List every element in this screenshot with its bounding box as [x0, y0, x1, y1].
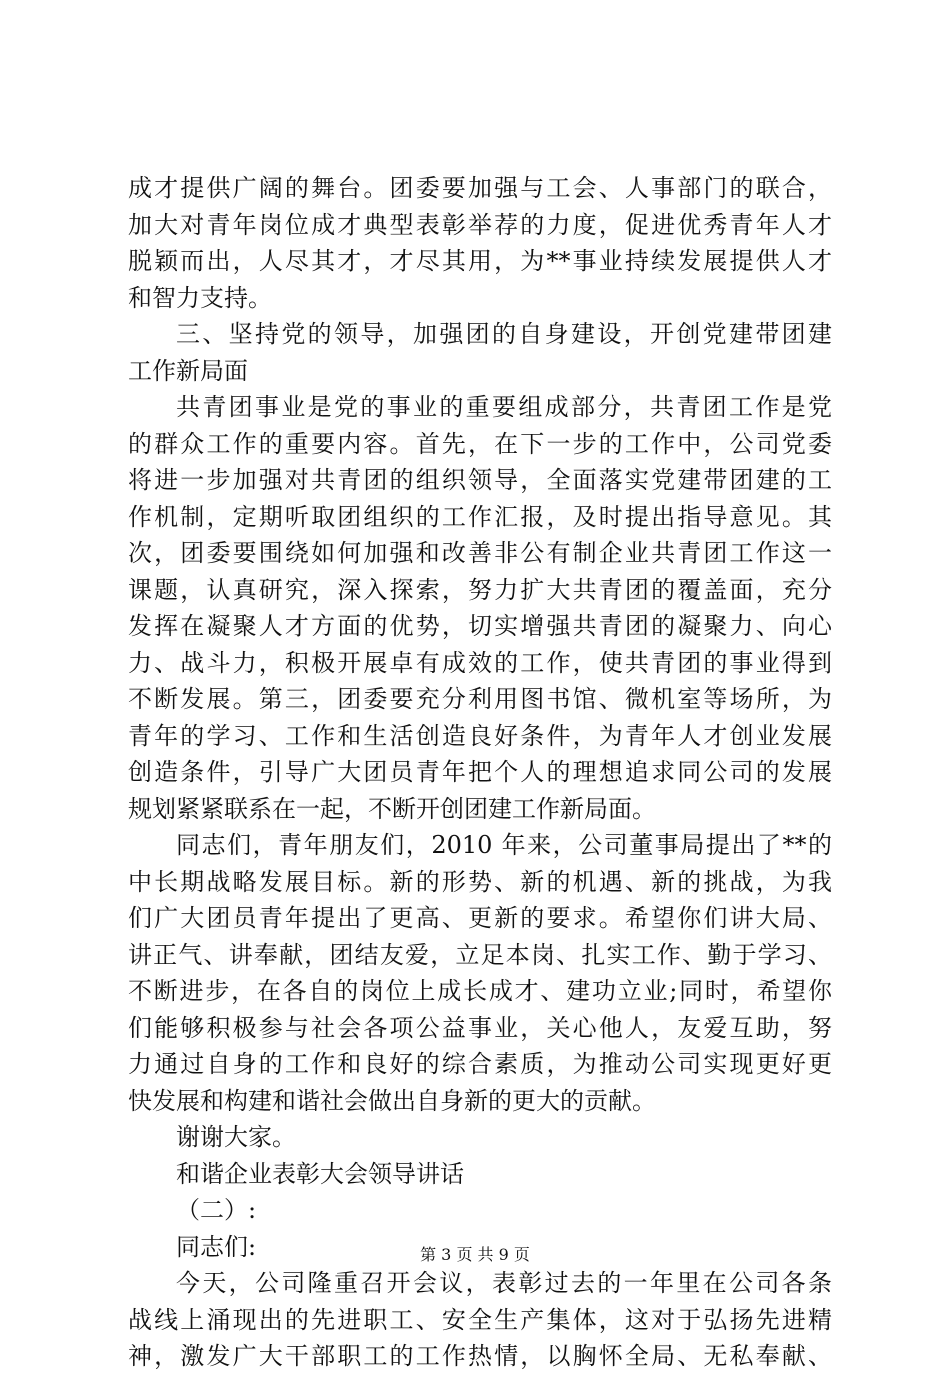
page-number-footer: 第 3 页 共 9 页: [420, 1245, 530, 1264]
text-line: 快发展和构建和谐社会做出自身新的更大的贡献。: [128, 1086, 656, 1115]
text-line: 脱颖而出，人尽其才，才尽其用，为**事业持续发展提供人才: [128, 247, 832, 275]
text-line: 的群众工作的重要内容。首先，在下一步的工作中，公司党委: [128, 429, 832, 458]
text-line: 们广大团员青年提出了更高、更新的要求。希望你们讲大局、: [128, 904, 832, 932]
text-line: 次，团委要围绕如何加强和改善非公有制企业共青团工作这一: [128, 539, 832, 567]
text-line: 力通过自身的工作和良好的综合素质，为推动公司实现更好更: [128, 1050, 832, 1078]
text-line: 力、战斗力，积极开展卓有成效的工作，使共青团的事业得到: [128, 648, 832, 677]
text-line: 共青团事业是党的事业的重要组成部分，共青团工作是党: [176, 393, 832, 421]
salutation-line: 同志们:: [176, 1232, 257, 1261]
text-line: 课题，认真研究，深入探索，努力扩大共青团的覆盖面，充分: [128, 575, 832, 604]
text-line: 将进一步加强对共青团的组织领导，全面落实党建带团建的工: [128, 466, 832, 494]
section-heading-line: 工作新局面: [128, 356, 248, 385]
text-line: 中长期战略发展目标。新的形势、新的机遇、新的挑战，为我: [128, 867, 832, 896]
text-line: 神，激发广大干部职工的工作热情，以胸怀全局、无私奉献、: [128, 1342, 832, 1370]
text-line: 创造条件，引导广大团员青年把个人的理想追求同公司的发展: [128, 758, 832, 786]
section-heading-line: 三、坚持党的领导，加强团的自身建设，开创党建带团建: [176, 320, 832, 348]
text-line: 作机制，定期听取团组织的工作汇报，及时提出指导意见。其: [128, 502, 832, 531]
document-body: [128, 170, 832, 1375]
text-line: 同志们，青年朋友们，2010 年来，公司董事局提出了**的: [176, 831, 832, 859]
text-line: 不断发展。第三，团委要充分利用图书馆、微机室等场所，为: [128, 685, 832, 713]
text-line: 发挥在凝聚人才方面的优势，切实增强共青团的凝聚力、向心: [128, 612, 832, 640]
text-line: 青年的学习、工作和生活创造良好条件，为青年人才创业发展: [128, 721, 832, 750]
text-line: 成才提供广阔的舞台。团委要加强与工会、人事部门的联合，: [128, 174, 832, 202]
speech-subtitle-line: （二）:: [176, 1196, 257, 1224]
text-line: 谢谢大家。: [176, 1123, 296, 1151]
text-line: 讲正气、讲奉献，团结友爱，立足本岗、扎实工作、勤于学习、: [128, 940, 832, 969]
text-line: 今天，公司隆重召开会议，表彰过去的一年里在公司各条: [176, 1269, 832, 1297]
text-line: 战线上涌现出的先进职工、安全生产集体，这对于弘扬先进精: [128, 1305, 832, 1334]
text-line: 规划紧紧联系在一起，不断开创团建工作新局面。: [128, 794, 656, 823]
text-line: 和智力支持。: [128, 283, 272, 312]
speech-title-line: 和谐企业表彰大会领导讲话: [176, 1159, 464, 1188]
text-line: 们能够积极参与社会各项公益事业，关心他人，友爱互助，努: [128, 1013, 832, 1042]
text-line: 不断进步，在各自的岗位上成长成才、建功立业;同时，希望你: [128, 977, 832, 1005]
text-line: 加大对青年岗位成才典型表彰举荐的力度，促进优秀青年人才: [128, 210, 832, 239]
